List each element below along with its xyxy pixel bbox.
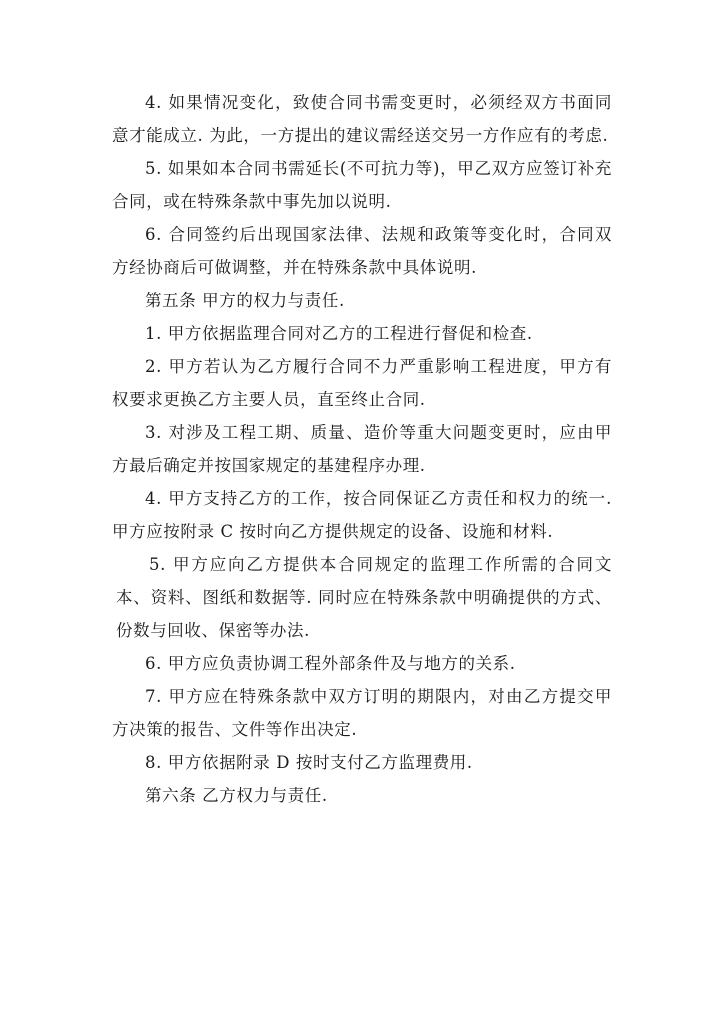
paragraph-clause-5-7: 7. 甲方应在特殊条款中双方订明的期限内，对由乙方提交甲方决策的报告、文件等作出决定. <box>112 687 612 739</box>
paragraph-clause-5-3: 3. 对涉及工程工期、质量、造价等重大问题变更时，应由甲方最后确定并按国家规定的基建程序办理. <box>112 423 612 475</box>
section-heading-article-5: 第五条 甲方的权力与责任. <box>145 291 345 310</box>
paragraph-clause-5-6: 6. 甲方应负责协调工程外部条件及与地方的关系. <box>145 654 516 673</box>
paragraph-clause-5-1: 1. 甲方依据监理合同对乙方的工程进行督促和检查. <box>145 324 533 343</box>
paragraph-clause-4-5: 5. 如果如本合同书需延长(不可抗力等)，甲乙双方应签订补充合同，或在特殊条款中事先加以说明. <box>112 159 612 211</box>
paragraph-clause-5-4: 4. 甲方支持乙方的工作，按合同保证乙方责任和权力的统一. 甲方应按附录 C 按时向乙方提供规定的设备、设施和材料. <box>112 489 612 541</box>
paragraph-clause-4-4: 4. 如果情况变化，致使合同书需变更时，必须经双方书面同意才能成立. 为此，一方提出的建议需经送交另一方作应有的考虑. <box>112 93 612 145</box>
section-heading-article-6: 第六条 乙方权力与责任. <box>145 786 328 805</box>
paragraph-clause-4-6: 6. 合同签约后出现国家法律、法规和政策等变化时，合同双方经协商后可做调整，并在特殊条款中具体说明. <box>112 225 612 277</box>
document-body <box>112 86 612 812</box>
paragraph-clause-5-2: 2. 甲方若认为乙方履行合同不力严重影响工程进度，甲方有权要求更换乙方主要人员，直至终止合同. <box>112 357 612 409</box>
paragraph-clause-5-8: 8. 甲方依据附录 D 按时支付乙方监理费用. <box>145 753 473 772</box>
paragraph-clause-5-5: 5. 甲方应向乙方提供本合同规定的监理工作所需的合同文本、资料、图纸和数据等. 同时应在特殊条款中明确提供的方式、份数与回收、保密等办法. <box>116 555 612 640</box>
